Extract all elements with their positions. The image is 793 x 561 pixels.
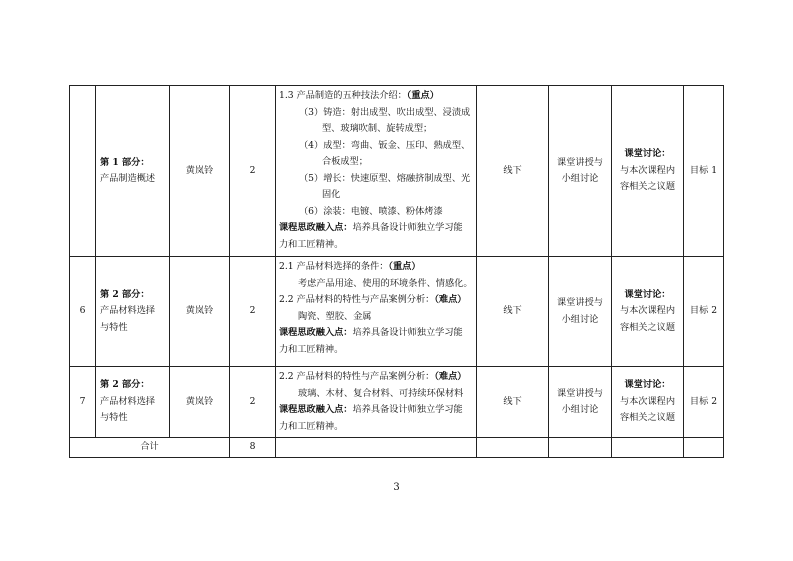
mode-cell: 线下 [477, 367, 549, 438]
content-line [279, 138, 473, 155]
content-text: 2.1 产品材料选择的条件： [279, 261, 389, 272]
task-line: 与本次课程内 [619, 305, 676, 317]
content-text: （6）涂装：电镀、喷漆、粉体烤漆 [299, 205, 443, 217]
content-text: 合板成型； [322, 156, 368, 167]
hours-cell: 2 [230, 86, 276, 257]
content-text: （4）成型：弯曲、钣金、压印、熱成型、 [299, 139, 471, 151]
empty-cell [549, 438, 612, 458]
content-line [279, 369, 473, 386]
part-name-line: 与特性 [100, 412, 128, 424]
content-emphasis: （难点） [434, 371, 467, 382]
content-emphasis: （重点） [388, 261, 421, 272]
content-cell [276, 86, 477, 257]
content-text: 1.3 产品制造的五种技法介绍： [279, 90, 407, 101]
mode-cell: 线下 [477, 257, 549, 367]
task-title: 课堂讨论： [624, 288, 671, 300]
hours-cell: 2 [230, 367, 276, 438]
ideology-text: 培养具备设计师独立学习能 [352, 222, 463, 233]
part-title: 第 1 部分： [100, 156, 150, 168]
content-emphasis: （重点） [406, 90, 439, 101]
task-cell [612, 86, 684, 257]
teacher-cell: 黄岚铃 [170, 367, 230, 438]
content-text: 型、玻璃吹制、旋转成型； [322, 123, 433, 134]
table-row [70, 86, 724, 257]
content-emphasis: （难点） [434, 294, 467, 305]
task-title: 课堂讨论： [624, 379, 671, 391]
method-line: 课堂讲授与 [557, 387, 603, 399]
task-cell [612, 367, 684, 438]
ideology-text-cont: 力和工匠精神。 [279, 238, 344, 250]
content-line [279, 204, 473, 221]
row-number-cell: 7 [70, 367, 96, 438]
task-line: 容相关之议题 [619, 321, 676, 333]
content-line [279, 171, 473, 188]
table-row [70, 367, 724, 438]
content-line [279, 276, 473, 293]
row-number-cell: 6 [70, 257, 96, 367]
method-line: 小组讨论 [561, 313, 599, 325]
page-number: 3 [393, 482, 400, 493]
method-cell [549, 257, 612, 367]
part-cell [96, 86, 170, 257]
content-text: 玻璃、木材、复合材料、可持续环保材料 [298, 387, 464, 399]
content-cell [276, 257, 477, 367]
ideology-text: 培养具备设计师独立学习能 [352, 327, 463, 338]
content-line [279, 292, 473, 309]
teacher-cell: 黄岚铃 [170, 86, 230, 257]
ideology-line [279, 220, 473, 237]
method-line: 小组讨论 [561, 173, 599, 184]
row-number-cell [70, 86, 96, 257]
method-cell [549, 86, 612, 257]
content-line [279, 259, 473, 276]
task-line: 与本次课程内 [619, 164, 676, 176]
total-label: 合计 [70, 438, 230, 458]
content-text: （5）增长：快速原型、熔融挤制成型、光 [299, 172, 471, 184]
part-name-line: 与特性 [100, 321, 128, 333]
ideology-text-cont: 力和工匠精神。 [279, 343, 344, 355]
ideology-text: 培养具备设计师独立学习能 [352, 404, 463, 415]
ideology-line [279, 402, 473, 419]
content-line [279, 187, 473, 204]
table-row [70, 257, 724, 367]
total-row [70, 438, 724, 458]
part-name-line: 产品制造概述 [100, 173, 156, 184]
goal-cell: 目标 2 [684, 367, 724, 438]
content-text: 2.2 产品材料的特性与产品案例分析： [279, 294, 435, 305]
part-name-line: 产品材料选择 [100, 395, 156, 407]
ideology-line [279, 325, 473, 342]
content-text: 2.2 产品材料的特性与产品案例分析： [279, 371, 435, 382]
content-line [279, 121, 473, 138]
method-line: 小组讨论 [561, 404, 599, 415]
empty-cell [477, 438, 549, 458]
mode-cell: 线下 [477, 86, 549, 257]
content-text: 考虑产品用途、使用的环境条件、情感化。 [298, 277, 473, 289]
content-line [279, 386, 473, 403]
part-name-line: 产品材料选择 [100, 305, 156, 317]
table-body [70, 86, 724, 458]
ideology-text-cont: 力和工匠精神。 [279, 420, 344, 432]
content-line [279, 88, 473, 105]
content-text: 陶瓷、塑胶、金属 [298, 310, 372, 322]
content-line [279, 105, 473, 122]
part-cell [96, 367, 170, 438]
ideology-label: 课程思政融入点： [279, 327, 353, 338]
task-line: 与本次课程内 [619, 395, 676, 407]
course-schedule-table [69, 85, 724, 458]
ideology-label: 课程思政融入点： [279, 404, 353, 415]
content-text: （3）铸造：射出成型、吹出成型、浸渍成 [299, 106, 471, 118]
part-title: 第 2 部分： [100, 379, 150, 391]
content-cell [276, 367, 477, 438]
goal-cell: 目标 1 [684, 86, 724, 257]
method-line: 课堂讲授与 [557, 297, 603, 308]
ideology-label: 课程思政融入点： [279, 222, 353, 233]
method-cell [549, 367, 612, 438]
method-line: 课堂讲授与 [557, 156, 603, 168]
part-title: 第 2 部分： [100, 288, 150, 300]
task-line: 容相关之议题 [619, 412, 676, 424]
task-cell [612, 257, 684, 367]
goal-cell: 目标 2 [684, 257, 724, 367]
content-text: 固化 [322, 189, 341, 200]
empty-cell [684, 438, 724, 458]
hours-cell: 2 [230, 257, 276, 367]
task-line: 容相关之议题 [619, 181, 676, 193]
empty-cell [612, 438, 684, 458]
content-line [279, 309, 473, 326]
task-title: 课堂讨论： [624, 148, 671, 160]
total-hours: 8 [230, 438, 276, 458]
part-cell [96, 257, 170, 367]
empty-cell [276, 438, 477, 458]
teacher-cell: 黄岚铃 [170, 257, 230, 367]
content-line [279, 154, 473, 171]
